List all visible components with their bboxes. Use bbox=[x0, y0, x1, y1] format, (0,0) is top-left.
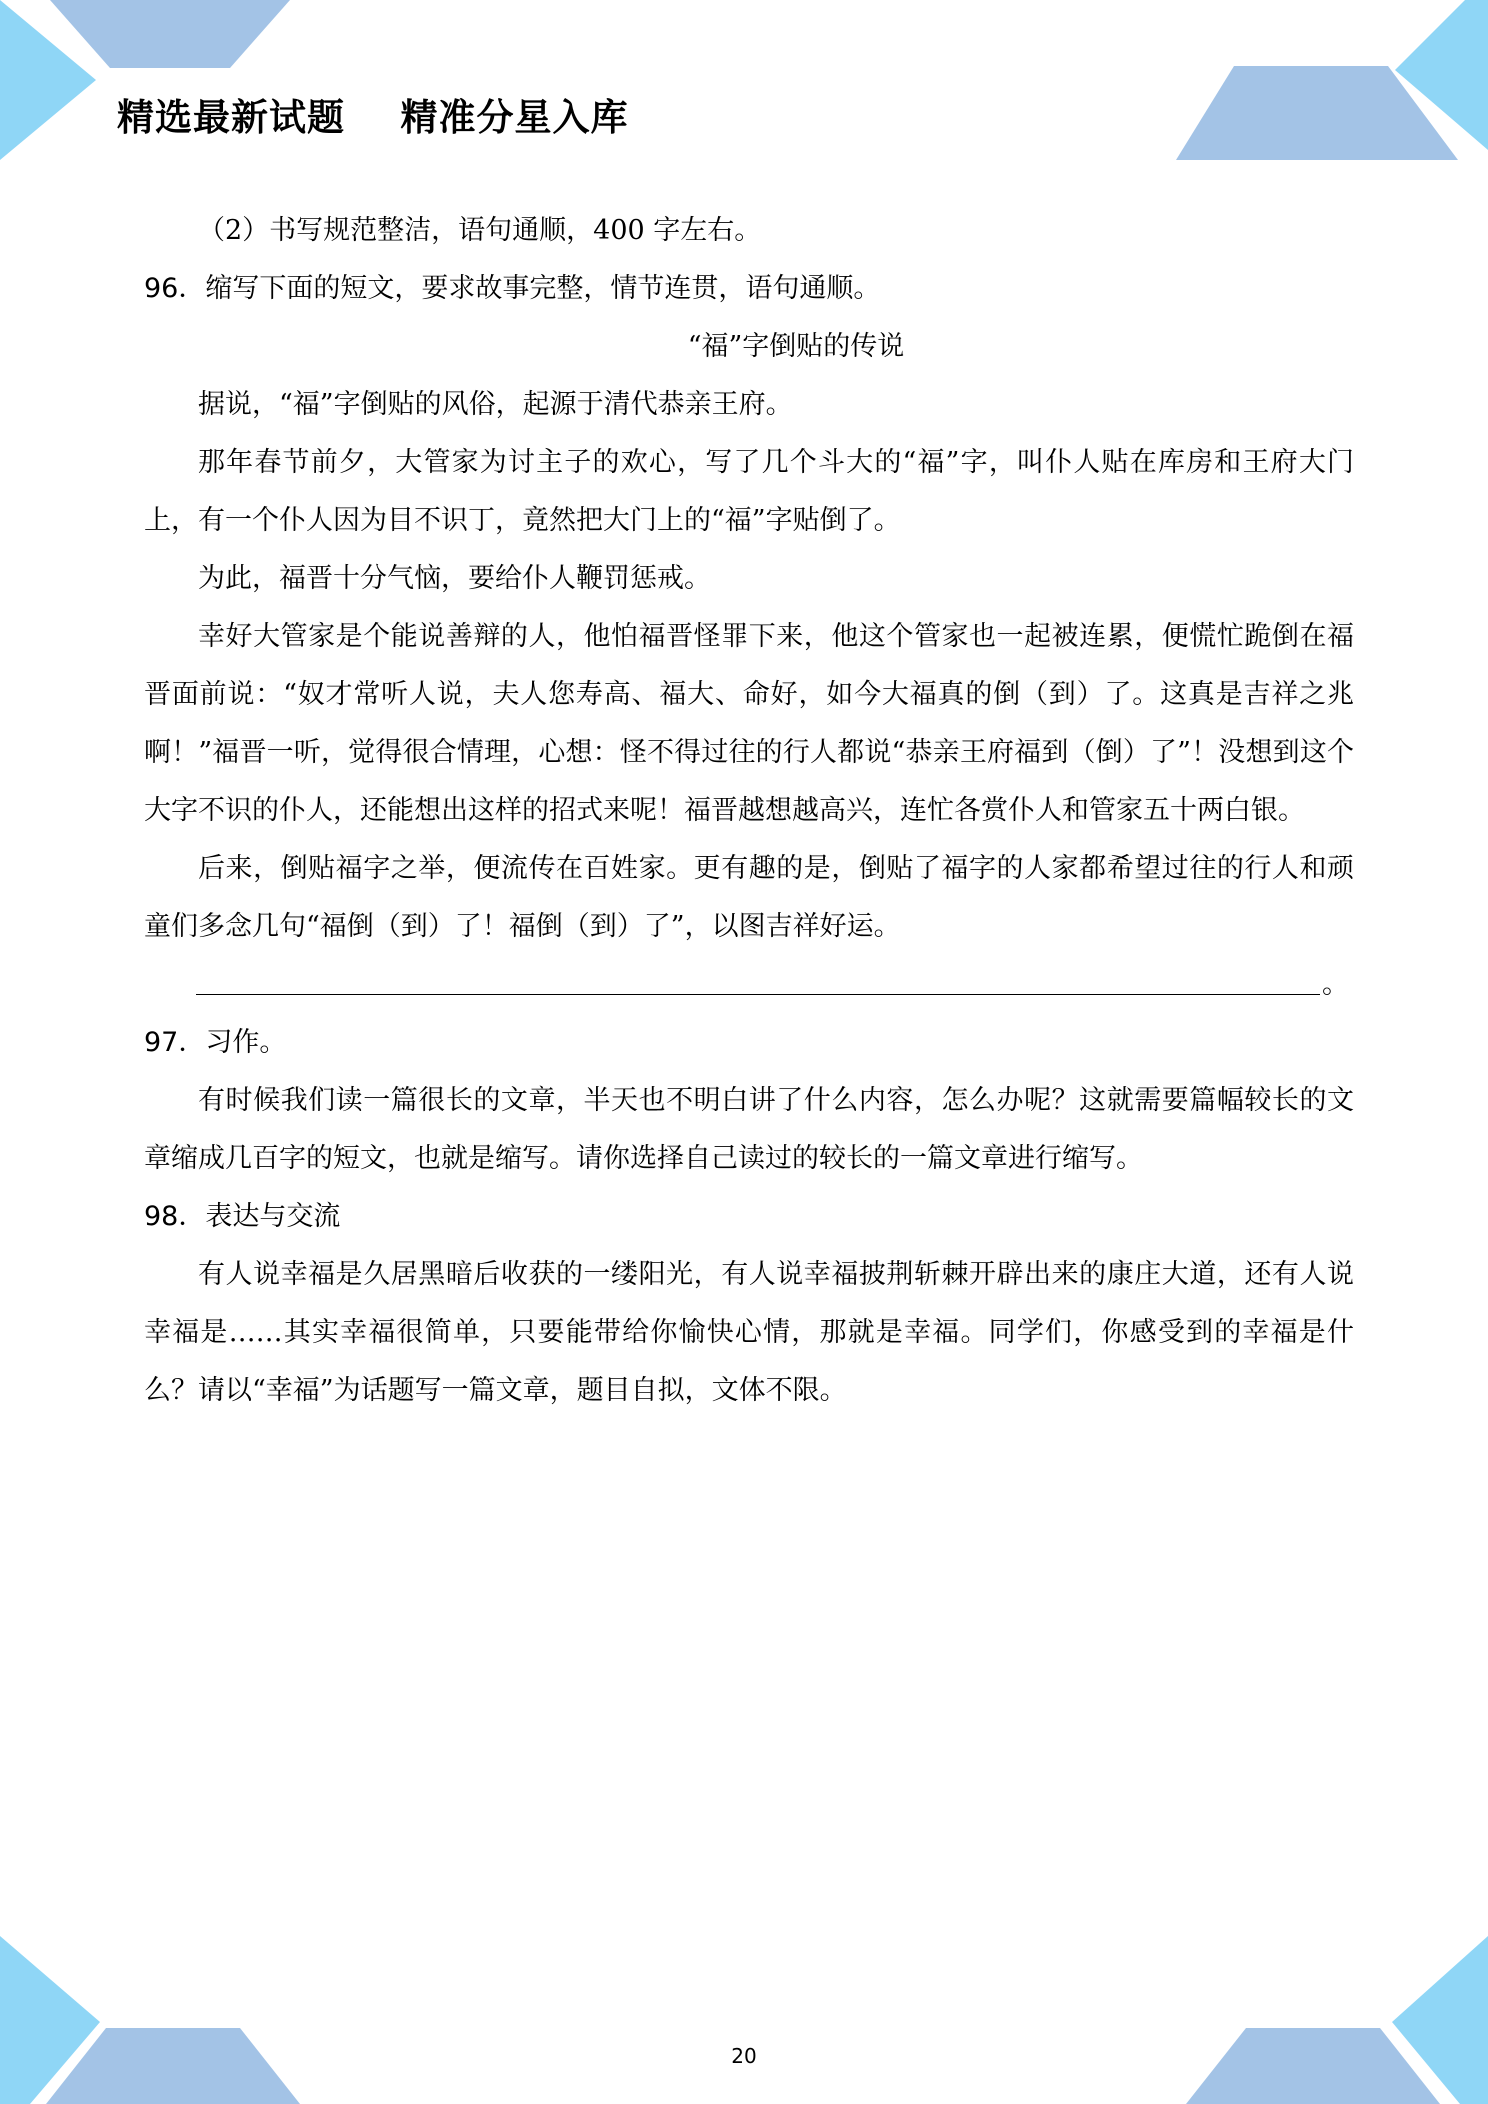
story-paragraph-4: 幸好大管家是个能说善辩的人，他怕福晋怪罪下来，他这个管家也一起被连累，便慌忙跪倒在福晋面前说：“奴才常听人说，夫人您寿高、福大、命好，如今大福真的倒（到）了。这真是吉祥之兆啊！”福晋一听，觉得很合情理，心想：怪不得过往的行人都说“恭亲王府福到（倒）了”！没想到这个大字不识的仆人，还能想出这样的招式来呢！福晋越想越高兴，连忙各赏仆人和管家五十两白银。 bbox=[144, 621, 1354, 826]
page-number: 20 bbox=[731, 2044, 757, 2068]
question-96-prompt: 96．缩写下面的短文，要求故事完整，情节连贯，语句通顺。 bbox=[144, 273, 881, 304]
answer-line bbox=[144, 956, 1354, 1014]
question-97-body: 有时候我们读一篇很长的文章，半天也不明白讲了什么内容，怎么办呢？这就需要篇幅较长的文章缩成几百字的短文，也就是缩写。请你选择自己读过的较长的一篇文章进行缩写。 bbox=[144, 1085, 1354, 1174]
top-left-trapezoid bbox=[50, 0, 290, 68]
document-body bbox=[144, 202, 1354, 1420]
header-title: 精选最新试题 精准分星入库 bbox=[117, 96, 629, 139]
question-98-body: 有人说幸福是久居黑暗后收获的一缕阳光，有人说幸福披荆斩棘开辟出来的康庄大道，还有人说幸福是……其实幸福很简单，只要能带给你愉快心情，那就是幸福。同学们，你感受到的幸福是什么？请以“幸福”为话题写一篇文章，题目自拟，文体不限。 bbox=[144, 1259, 1354, 1406]
story-paragraph-3: 为此，福晋十分气恼，要给仆人鞭罚惩戒。 bbox=[198, 563, 711, 594]
answer-line-end: 。 bbox=[1322, 969, 1349, 1000]
story-paragraph-5: 后来，倒贴福字之举，便流传在百姓家。更有趣的是，倒贴了福字的人家都希望过往的行人和顽童们多念几句“福倒（到）了！福倒（到）了”，以图吉祥好运。 bbox=[144, 853, 1354, 942]
answer-underline bbox=[196, 994, 1320, 995]
question-97-prompt: 97．习作。 bbox=[144, 1027, 287, 1058]
story-paragraph-2: 那年春节前夕，大管家为讨主子的欢心，写了几个斗大的“福”字，叫仆人贴在库房和王府大门上，有一个仆人因为目不识丁，竟然把大门上的“福”字贴倒了。 bbox=[144, 447, 1354, 536]
story-title: “福”字倒贴的传说 bbox=[687, 331, 905, 362]
story-paragraph-1: 据说，“福”字倒贴的风俗，起源于清代恭亲王府。 bbox=[198, 389, 793, 420]
question-98-prompt: 98．表达与交流 bbox=[144, 1201, 341, 1232]
requirement-line: （2）书写规范整洁，语句通顺，400 字左右。 bbox=[198, 215, 762, 246]
